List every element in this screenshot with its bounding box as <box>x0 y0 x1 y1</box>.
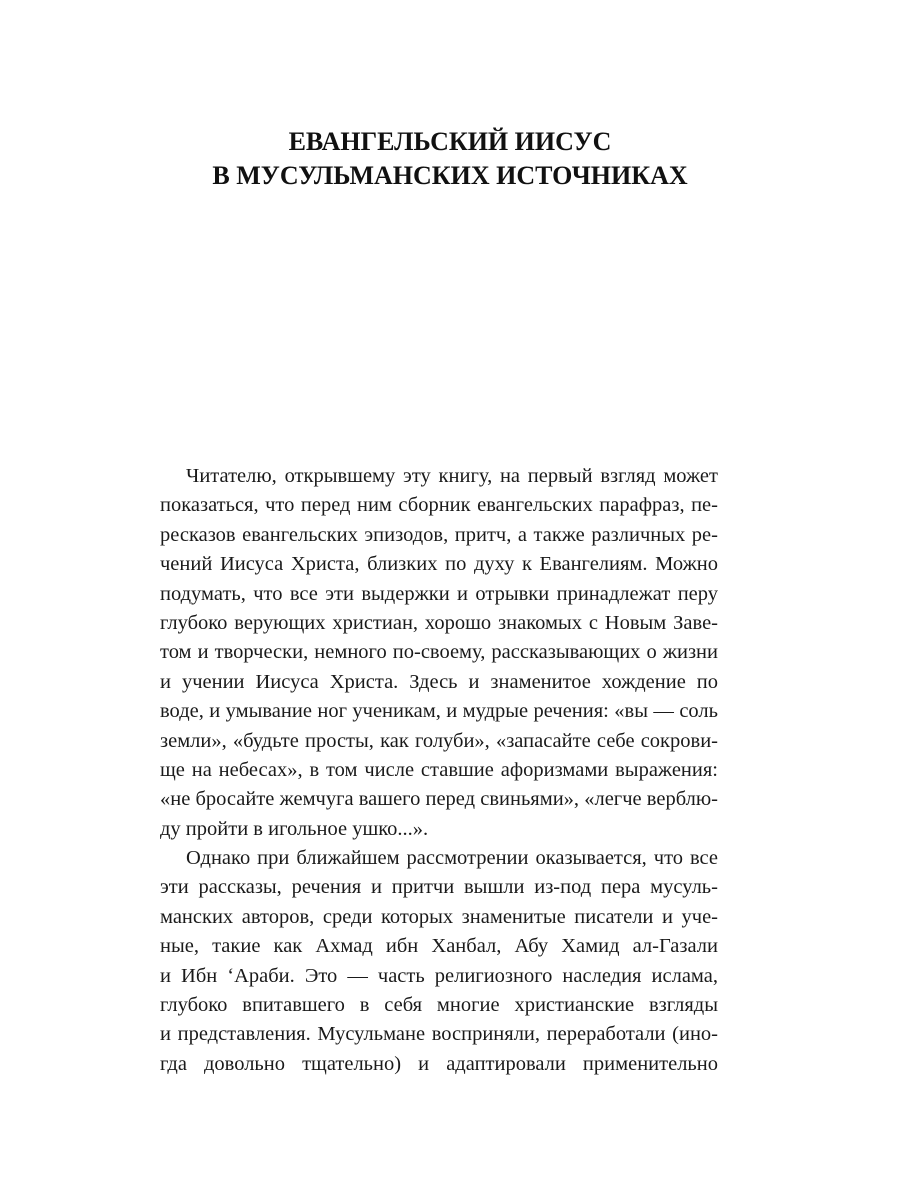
chapter-title-line-2: В МУСУЛЬМАНСКИХ ИСТОЧНИКАХ <box>212 161 688 190</box>
text-line: манских авторов, среди которых знаменитые писатели и уче- <box>160 905 718 928</box>
text-line: чений Иисуса Христа, близких по духу к Евангелиям. Можно <box>160 553 718 576</box>
chapter-title <box>0 125 900 193</box>
paragraph-1 <box>160 462 718 844</box>
text-line: ресказов евангельских эпизодов, притч, а также различных ре- <box>160 523 718 546</box>
chapter-title-line-1: ЕВАНГЕЛЬСКИЙ ИИСУС <box>288 127 612 156</box>
text-line: и Ибн ‘Араби. Это — часть религиозного наследия ислама, <box>160 964 718 987</box>
text-line: Читателю, открывшему эту книгу, на первый взгляд может <box>186 465 718 487</box>
body-text <box>160 462 718 1079</box>
text-line: Однако при ближайшем рассмотрении оказывается, что все <box>186 847 718 870</box>
text-line: гда довольно тщательно) и адаптировали применительно <box>160 1052 718 1075</box>
text-line: ные, такие как Ахмад ибн Ханбал, Абу Хамид ал-Газали <box>160 935 718 958</box>
paragraph-2 <box>160 844 718 1079</box>
text-line: ще на небесах», в том числе ставшие афоризмами выражения: <box>160 758 718 781</box>
text-line: и представления. Мусульмане восприняли, переработали (ино- <box>160 1023 718 1046</box>
text-line: ду пройти в игольное ушко...». <box>160 817 429 840</box>
text-line: «не бросайте жемчуга вашего перед свиньями», «легче верблю- <box>160 788 718 811</box>
text-line: воде, и умывание ног ученикам, и мудрые речения: «вы — соль <box>160 700 718 723</box>
text-line: том и творчески, немного по-своему, рассказывающих о жизни <box>160 641 718 664</box>
text-line: подумать, что все эти выдержки и отрывки принадлежат перу <box>160 582 718 605</box>
text-line: земли», «будьте просты, как голуби», «запасайте себе сокрови- <box>160 729 718 752</box>
text-line: глубоко впитавшего в себя многие христианские взгляды <box>160 994 718 1017</box>
text-line: и учении Иисуса Христа. Здесь и знаменитое хождение по <box>160 670 718 693</box>
text-line: эти рассказы, речения и притчи вышли из-под пера мусуль- <box>160 876 718 899</box>
text-line: глубоко верующих христиан, хорошо знакомых с Новым Заве- <box>160 611 718 634</box>
text-line: показаться, что перед ним сборник евангельских парафраз, пе- <box>160 494 718 517</box>
